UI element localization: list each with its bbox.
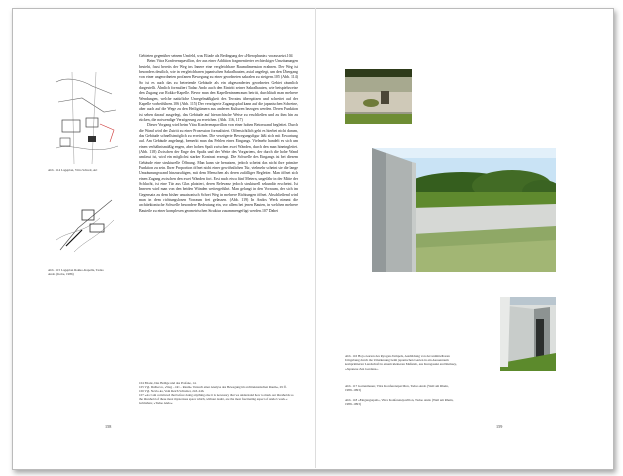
footnote-104: 104 Eliade, Das Heilige und das Profane, 14. bbox=[139, 381, 197, 385]
site-plan-rokko-chapel bbox=[52, 190, 120, 258]
paragraph: Gebieten gegenüber seinem Umfeld, was Eliade als Bedingung der »Hierophanie« voraussetzt.104 bbox=[139, 54, 293, 58]
footnote-105: 105 Vgl. Dulbecco, »Weg – Ort – Raum« Versuch einer Analyse des Bewegung im architektonischen Raum«, 29 ff. bbox=[139, 385, 287, 390]
footnote-107: 107 »As I am convinced that before doing anything else it is necessary that we understand how to mark our thresholds so the threshold of these most mysterious space which, without doubt, are the most fascinating aspect of Ando's work.« Grimshaw, »Tadao Ando«. bbox=[139, 393, 294, 406]
site-plan-vitra bbox=[52, 72, 122, 164]
footnote-106: 106 Vgl. Nevlo-ka, Vom Reich Schreiter, 243–246. bbox=[139, 389, 205, 394]
page-number-left: 158 bbox=[105, 424, 112, 429]
photo-entrance-slit bbox=[500, 297, 556, 371]
figure-caption-115: Abb. 115 Lageplan Rokko-Kapelle, Tadao Ando (Kobe, 1986) bbox=[48, 268, 104, 277]
figure-caption-117: Abb. 117 Gartenmauer, Vitra Konferenzpavillon, Tadao Ando (Weil am Rhein, 1989–1993) bbox=[345, 384, 449, 393]
photo-garden-wall bbox=[372, 148, 556, 272]
gutter bbox=[315, 8, 316, 468]
figure-caption-116: Abb. 116 Hojo-Garten des Ryogen-Tempels, Ausbildung von der unmittelbaren Umgebung durch die Umzäunung beim japanischen Garten in ein Aussenraum komprimierter Landschaft in einem kleineren Maßstab, aus Kuragasaki and Rumsey, »Japanese Zen Gardens«. bbox=[345, 354, 457, 371]
photo-zen-garden bbox=[345, 69, 412, 124]
paragraph: Dieser Vorgang wird beim Vitra Konferenzpavillon von einer hohen Betonwand begleitet. Durch die Wand wird der Zutritt zu einer Prozession formalisiert. Offensichtlich geht es hierbei nicht darum, das Gebäude schnellstmöglich zu erreichen. Die verzögerte Bewegungsfigur läßt sich mit Erwartung auf. Am Gebäude angelangt, bemerkt man das Fehlen eines Eingangs. Vielmehr handelt es sich um einen verhältnismäßig engen, aber hohen Spalt zwischen zwei Wänden, durch den man hineingleitet. (Abb. 118) Zwischen der Enge des Spalts und der Weite des Vorgartens, der durch die hohe Wand umfasst ist, wird ein möglichst starker Kontrast erzeugt. Die Schwelle des Eingangs ist bei diesem Gebäude eine strukturelle Öffnung. Man kann sie benutzen, jedoch scheint das nicht ihre primäre Funktion zu sein. Ihrer Proportion öffnet nicht einer gewöhnlichen Tür, vielmehr scheint sie die lange Umzäunungswand hinzuzufügen, mit dem Menschen als deren zufälliger Begleiter. Man öffnet sich einen Zugang zwischen den zwei Wänden fort. Erst nach etwa fünf Metern, ungefähr in der Mitte der Schlucht, ist eine Tür aus Glas platziert, deren Relevanz jedoch strukturell sekundär erscheint. Ist Inneren wird man von den beiden Wänden weitergeführt. Man gelangt in den Vorraum, der sich im Gegensatz zu dem bisher unsaisonisch Schrei Weg in mehrere Richtungen öffnet. Abschließend wird man in dem richtungslosen Vorraum frei gelassen. (Abb. 119) In Andos Werk nimmt die architektonische Schwelle besondere Bedeutung ein, vor allem bei jenen Bauten, in welchen mehrere Bauteile zu einer komplexen geometrischen Struktur zusammengefügt werden.107 Dabei bbox=[139, 123, 298, 213]
body-text-left bbox=[139, 54, 298, 214]
paragraph: Beim Vitra Konferenzpavillon, der aus einer Addition fragmentierter rechteckiger Umzäunungen besteht, fasst bereits der Weg ins Innere eine vergleichbare Raumdimension erahnen. Der Weg ist besonders deutlich, wie in vergleichbaren japanischen Sakralbauten, axial angelegt, um den Übergang von einer ungeordneten profanen Bewegung zu einer geordneten sakralen zu steigern.105 (Abb. 114) So ist es auch das zu betretende Gebäude als ein abgesondertes geordnetes Gebiet räumlich dargestellt. Ähnlich formuliert Tadao Ando auch den Eintritt seiner Sakralbauten, wie beispielsweise den Zugang zur Rokko-Kapelle. Bevor man den Kapelleninnenraum betritt, durchläuft man mehrere Wendungen, welche natürliche Unregelmäßigkeit des Terrains überspitzen und schreitet auf der Kapelle vorbeiführen.106 (Abb. 115) Der verzögerte Zugangspfad kann auf die japanischen Schreine, aber auch auf die Wege zu den Heiligtümern aus anderen Kulturen bezogen werden. Deren Funktion ist sehen darauf ausgelegt, das Gebäude auf hierarchische Weise zu erschließen und zu ihm hin zu rücken, die notwendige Verzögerung zu erreichen. (Abb. 116, 117) bbox=[139, 59, 298, 122]
figure-caption-114: Abb. 114 Lageplan, Vitra Schreit, Art bbox=[48, 168, 98, 172]
figure-caption-118: Abb. 118 »Eingangsspalt«, Vitra Konferenzpavillon, Tadao Ando (Weil am Rhein, 1989–1993) bbox=[345, 398, 454, 407]
footnotes bbox=[139, 381, 298, 406]
page-number-right: 159 bbox=[496, 424, 503, 429]
